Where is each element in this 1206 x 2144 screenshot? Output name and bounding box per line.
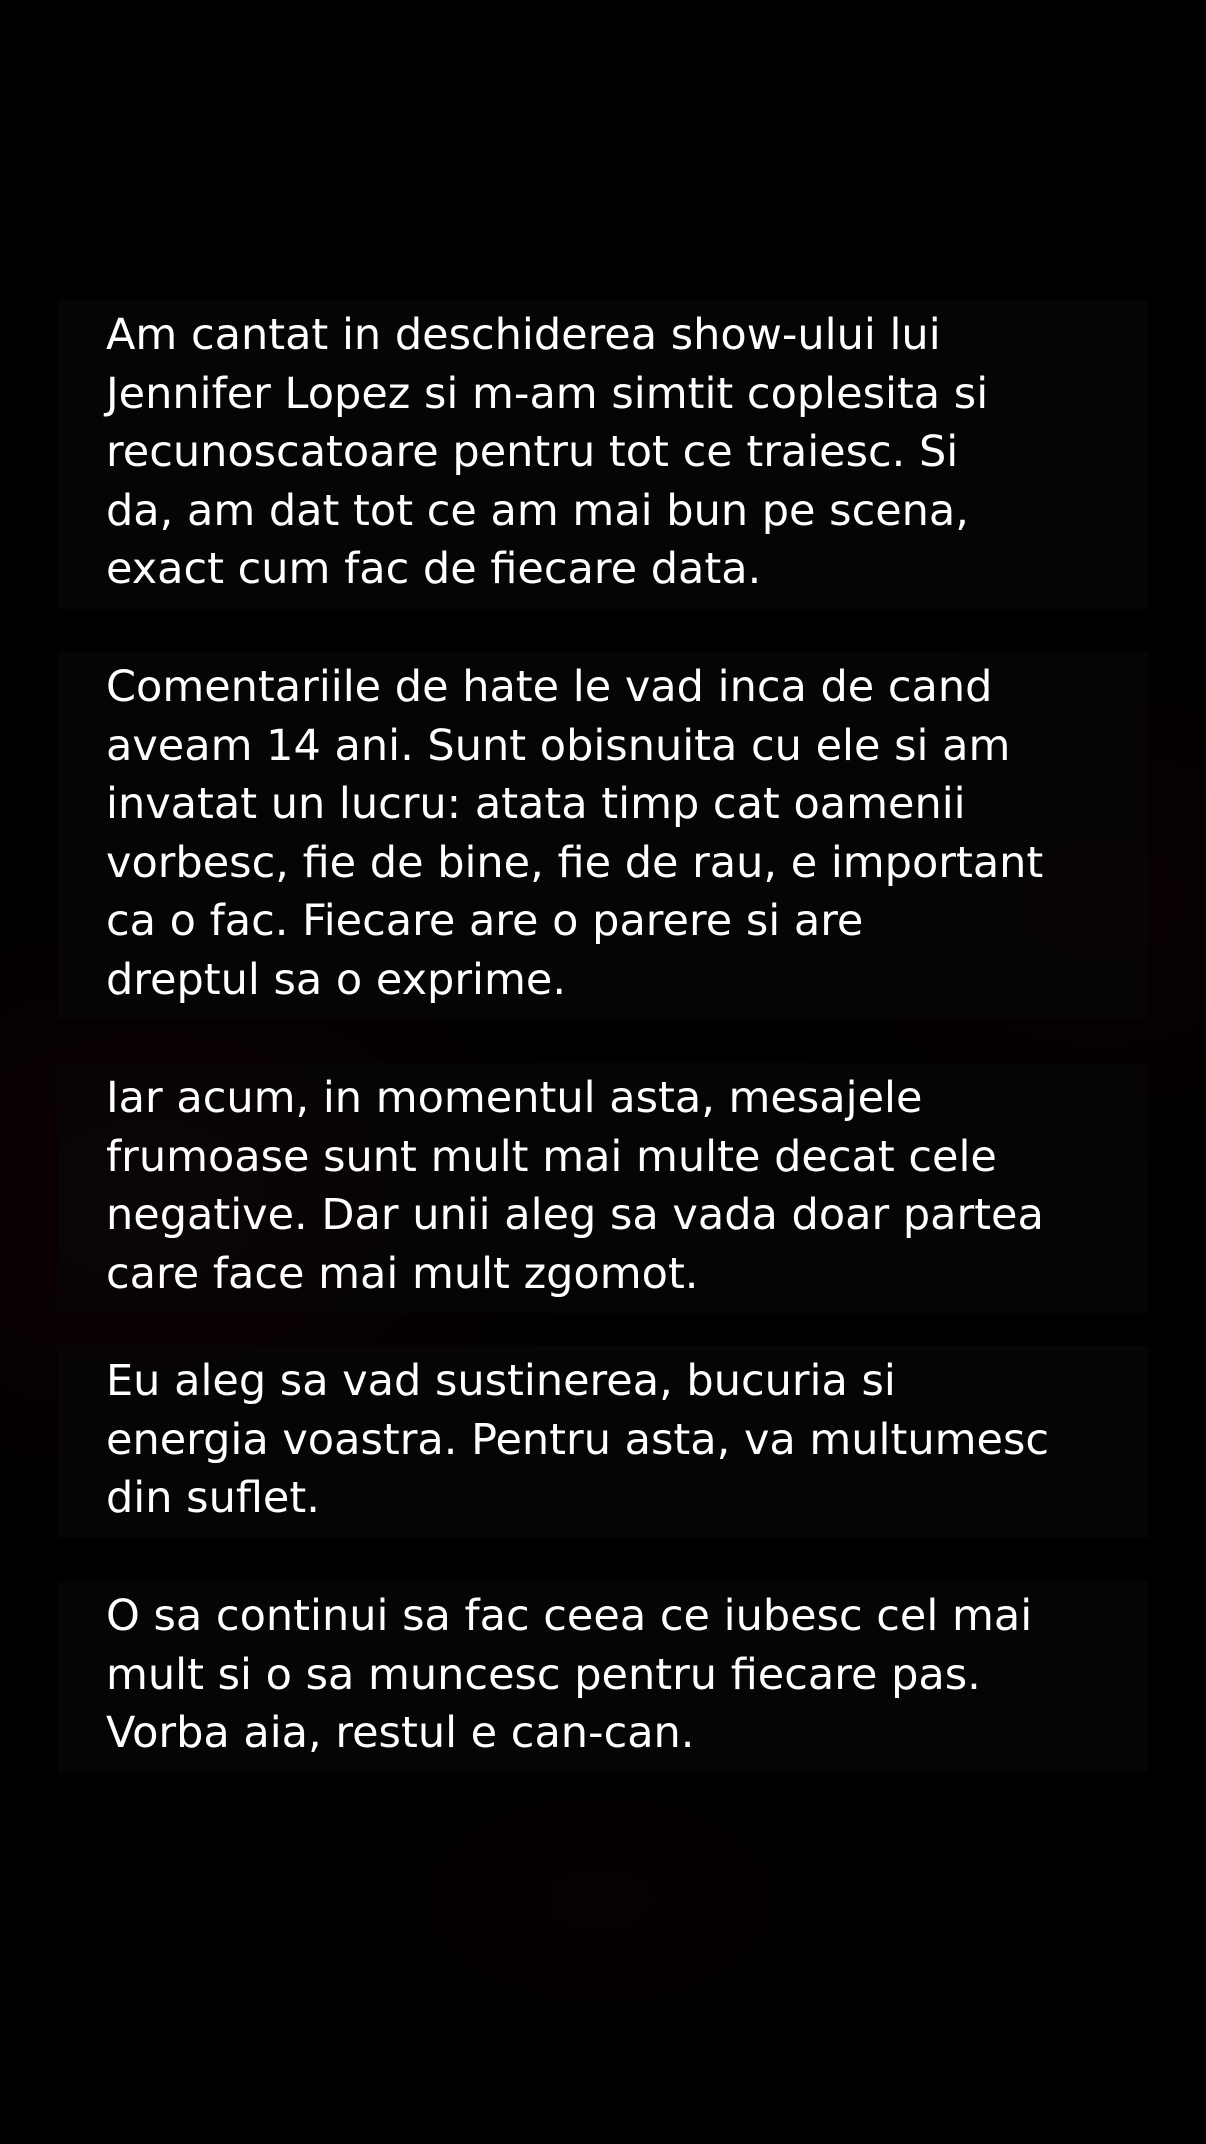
text-line: negative. Dar unii aleg sa vada doar partea [106,1190,1044,1240]
text-line: O sa continui sa fac ceea ce iubesc cel mai [106,1591,1033,1641]
text-line: Eu aleg sa vad sustinerea, bucuria si [106,1356,896,1406]
text-line: invatat un lucru: atata timp cat oamenii [106,779,966,829]
text-line: vorbesc, fie de bine, fie de rau, e important [106,837,1044,888]
text-paragraph-3 [58,1063,1148,1313]
text-line: frumoase sunt mult mai multe decat cele [106,1131,997,1182]
text-line: ca o fac. Fiecare are o parere si are [106,896,864,946]
text-line: recunoscatoare pentru tot ce traiesc. Si [106,427,959,477]
text-line: da, am dat tot ce am mai bun pe scena, [106,485,969,536]
text-paragraph-2 [58,652,1148,1019]
text-line: care face mai mult zgomot. [106,1248,699,1299]
text-line: aveam 14 ani. Sunt obisnuita cu ele si am [106,720,1011,771]
text-line: din suflet. [106,1473,320,1523]
text-paragraph-1 [58,300,1148,609]
text-line: mult si o sa muncesc pentru fiecare pas. [106,1649,981,1700]
text-line: Am cantat in deschiderea show-ului lui [106,310,941,360]
text-line: exact cum fac de fiecare data. [106,544,762,594]
text-line: dreptul sa o exprime. [106,954,566,1005]
text-line: Jennifer Lopez si m-am simtit coplesita si [106,368,989,419]
text-line: Iar acum, in momentul asta, mesajele [106,1073,923,1123]
text-line: energia voastra. Pentru asta, va multumesc [106,1414,1049,1465]
text-line: Vorba aia, restul e can-can. [106,1708,695,1758]
text-line: Comentariile de hate le vad inca de cand [106,662,993,712]
text-paragraph-4 [58,1346,1148,1538]
text-paragraph-5 [58,1581,1148,1773]
